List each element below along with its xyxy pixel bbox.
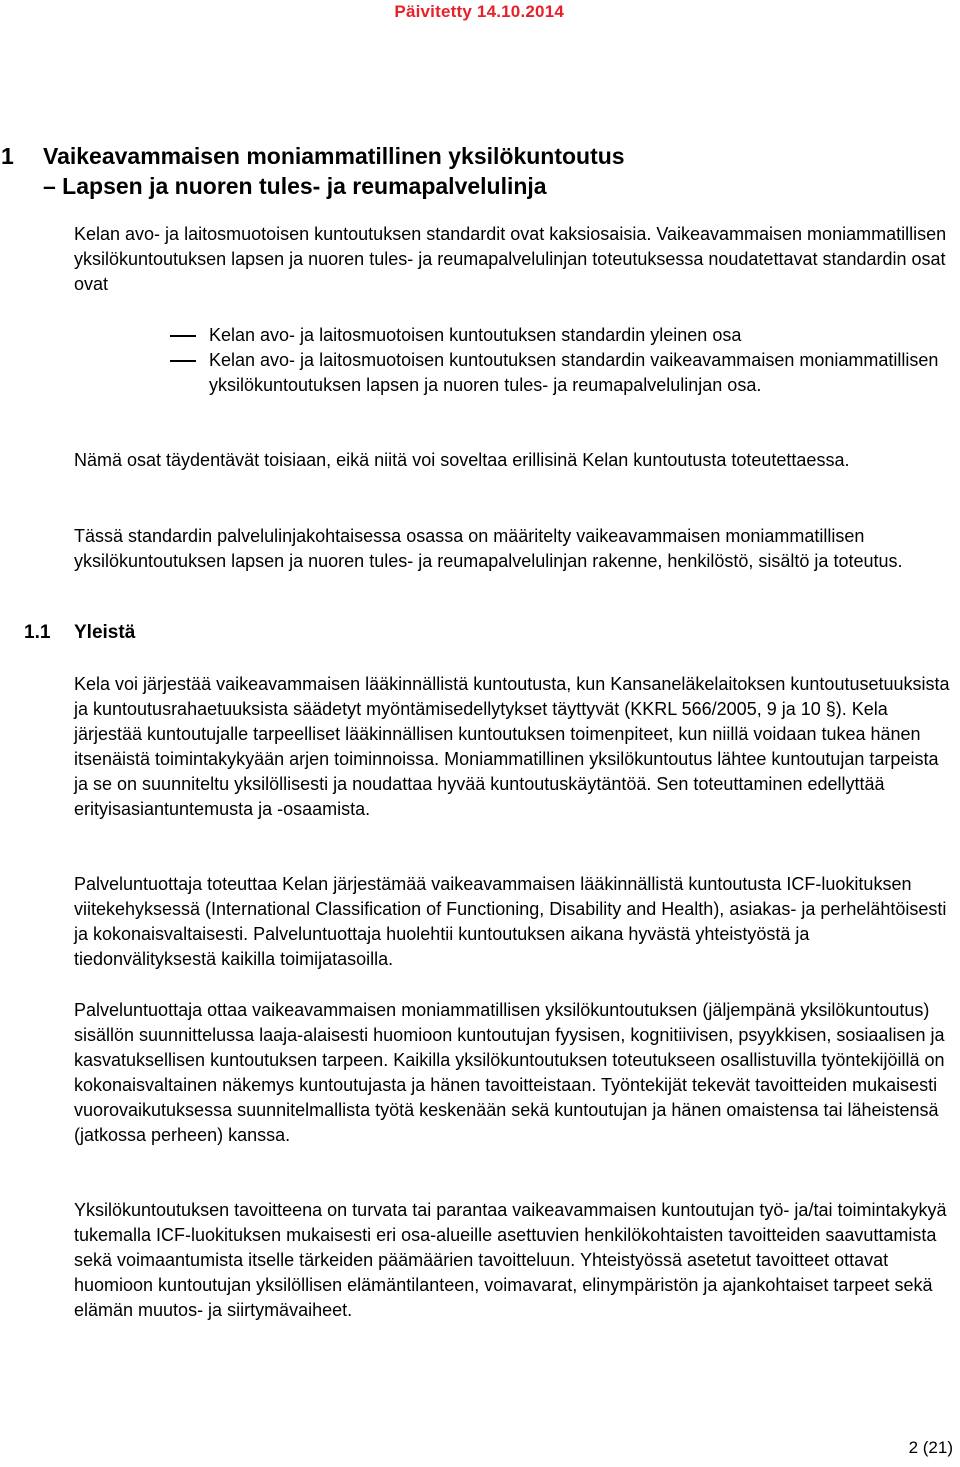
updated-date: Päivitetty 14.10.2014 xyxy=(394,2,564,21)
list-item-text: Kelan avo- ja laitosmuotoisen kuntoutuksen standardin vaikeavammaisen moniammatillisen yksilökuntoutuksen lapsen ja nuoren tules- ja reumapalvelulinjan osa. xyxy=(209,350,939,395)
chapter-title-line2: – Lapsen ja nuoren tules- ja reumapalvelulinja xyxy=(43,173,547,199)
list-item xyxy=(170,323,950,348)
dash-bullet-icon xyxy=(170,335,196,337)
body-paragraph: Palveluntuottaja toteuttaa Kelan järjestämää vaikeavammaisen lääkinnällistä kuntoutusta ICF-luokituksen viitekehyksessä (International Classification of Functioning, Disability and Health), asiakas- ja perhelähtöisesti ja kokonaisvaltaisesti. Palveluntuottaja huolehtii kuntoutuksen aikana hyvästä yhteistyöstä ja tiedonvälityksestä kaikilla toimijatasoilla. xyxy=(74,874,947,969)
chapter-title-line1: Vaikeavammaisen moniammatillinen yksilökuntoutus xyxy=(43,143,625,169)
body-paragraph: Yksilökuntoutuksen tavoitteena on turvata tai parantaa vaikeavammaisen kuntoutujan työ- ja/tai toimintakykyä tukemalla ICF-luokituksen mukaisesti eri osa-alueille asettuvien henkilökohtaisten tavoitteiden saavuttamista sekä voimaantumista itselle tärkeiden päämäärien tavoitteluun. Yhteistyössä asetetut tavoitteet ottavat huomioon kuntoutujan yksilöllisen elämäntilanteen, voimavarat, elinympäristön ja ajankohtaiset tarpeet sekä elämän muutos- ja siirtymävaiheet. xyxy=(74,1200,947,1320)
complement-paragraph: Nämä osat täydentävät toisiaan, eikä niitä voi soveltaa erillisinä Kelan kuntoutusta toteutettaessa. xyxy=(74,450,850,470)
section-title: Yleistä xyxy=(74,622,136,643)
list-item-text: Kelan avo- ja laitosmuotoisen kuntoutuksen standardin yleinen osa xyxy=(209,325,742,345)
chapter-number: 1 xyxy=(1,143,14,169)
page-number: 2 (21) xyxy=(908,1438,953,1457)
body-paragraph: Kela voi järjestää vaikeavammaisen lääkinnällistä kuntoutusta, kun Kansaneläkelaitoksen kuntoutusetuuksista ja kuntoutusrahaetuuksista säädetyt myöntämisedellytykset täyttyvät (KKRL 566/2005, 9 ja 10 §). Kela järjestää kuntoutujalle tarpeelliset lääkinnällisen kuntoutuksen toimenpiteet, kun niillä voidaan tukea hänen itsenäistä toimintakykyään arjen toiminnoissa. Moniammatillinen yksilökuntoutus lähtee kuntoutujan tarpeista ja se on suunniteltu yksilöllisesti ja noudattaa hyvää kuntoutuskäytäntöä. Sen toteuttaminen edellyttää erityisasiantuntemusta ja -osaamista. xyxy=(74,674,950,819)
list-item xyxy=(170,348,950,398)
section-number: 1.1 xyxy=(24,622,51,643)
standard-parts-list xyxy=(170,323,950,398)
scope-paragraph: Tässä standardin palvelulinjakohtaisessa osassa on määritelty vaikeavammaisen moniammatillisen yksilökuntoutuksen lapsen ja nuoren tules- ja reumapalvelulinjan rakenne, henkilöstö, sisältö ja toteutus. xyxy=(74,526,903,571)
dash-bullet-icon xyxy=(170,360,196,362)
intro-paragraph: Kelan avo- ja laitosmuotoisen kuntoutuksen standardit ovat kaksiosaisia. Vaikeavammaisen moniammatillisen yksilökuntoutuksen lapsen ja nuoren tules- ja reumapalvelulinjan toteutuksessa noudatettavat standardin osat ovat xyxy=(74,224,947,294)
body-paragraph: Palveluntuottaja ottaa vaikeavammaisen moniammatillisen yksilökuntoutuksen (jäljempänä yksilökuntoutus) sisällön suunnittelussa laaja-alaisesti huomioon kuntoutujan fyysisen, kognitiivisen, psyykkisen, sosiaalisen ja kasvatuksellisen kuntoutuksen tarpeen. Kaikilla yksilökuntoutuksen toteutukseen osallistuvilla työntekijöillä on kokonaisvaltainen näkemys kuntoutujasta ja hänen tavoitteistaan. Työntekijät tekevät tavoitteiden mukaisesti vuorovaikutuksessa suunnitelmallista työtä keskenään sekä kuntoutujan ja hänen omaistensa tai läheistensä (jatkossa perheen) kanssa. xyxy=(74,1000,945,1145)
